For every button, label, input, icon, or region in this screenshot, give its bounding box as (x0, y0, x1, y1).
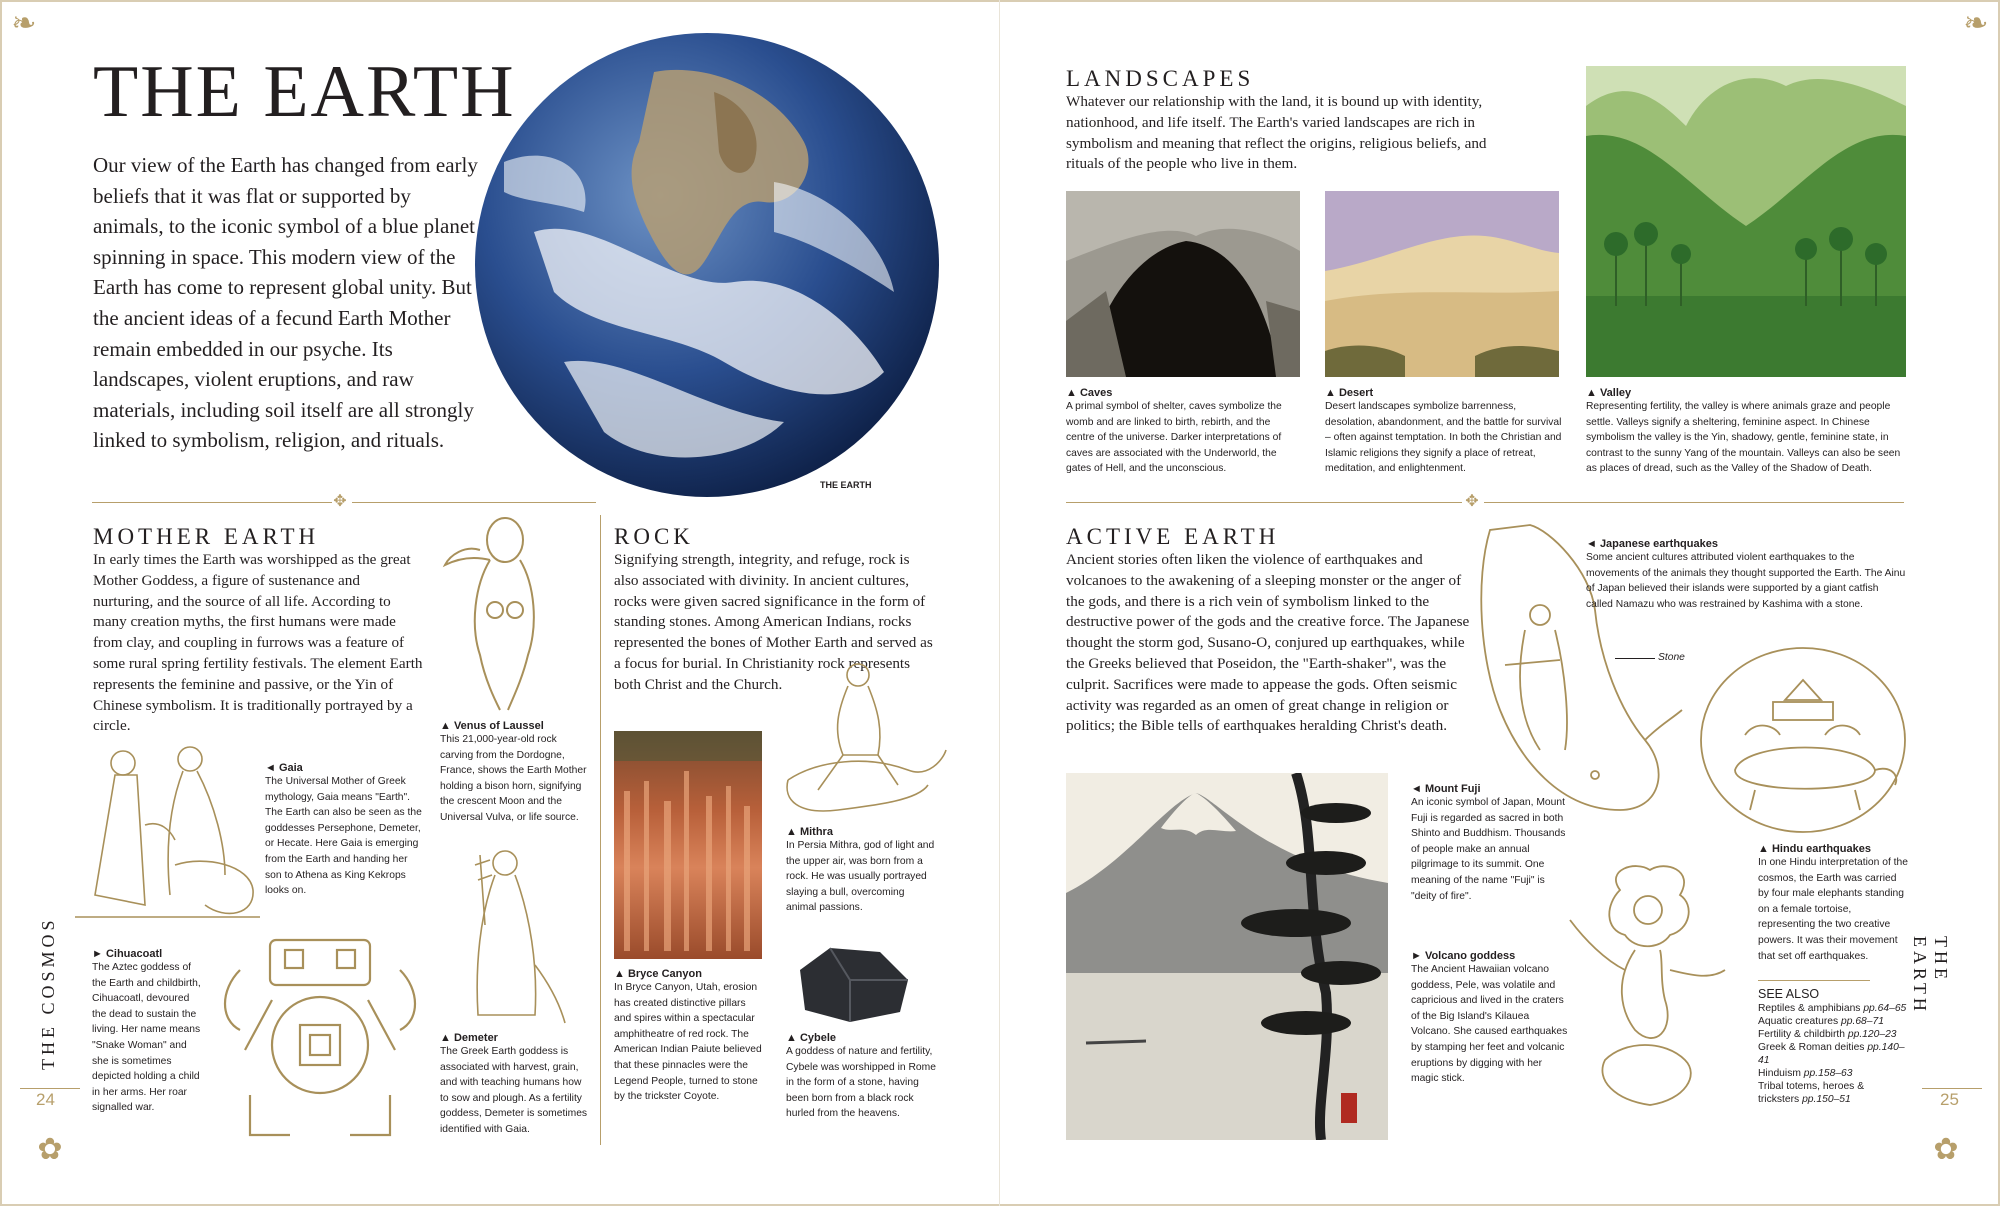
rock-heading: ROCK (614, 524, 694, 549)
caption-title: ▲ Mithra (786, 826, 833, 838)
caption-title: ► Volcano goddess (1411, 950, 1516, 962)
caption-text: A primal symbol of shelter, caves symbolize the womb and are linked to birth, rebirth, and the centre of the universe. Darker interpretations of caves are associated with the Underworld, the gates of Hell, and the unconscious. (1066, 401, 1282, 475)
see-also-item-pages: pp.158–63 (1803, 1068, 1853, 1079)
divider-ornament: ✥ (1465, 493, 1479, 510)
desert-photo (1325, 191, 1559, 377)
see-also-item[interactable] (1758, 1067, 1908, 1080)
see-also-item-name: Fertility & childbirth (1758, 1029, 1845, 1040)
see-also-list (1758, 1002, 1908, 1106)
caption-text: Representing fertility, the valley is where animals graze and people settle. Valleys signify a sheltering, feminine aspect. In Chinese symbolism the valley is the Yin, shadowy, gentle, feminine state, in contrast to the sunny Yang of the mountain. Valleys can also be seen as places of dread, such as the Valley of the Shadow of Death. (1586, 401, 1901, 475)
caption-text: In Bryce Canyon, Utah, erosion has created distinctive pillars and spires within a spectacular amphitheatre of red rock. The American Indian Paiute believed that these pinnacles were the Legend People, turned to stone by the trickster Coyote. (614, 982, 762, 1103)
caption-text: The Greek Earth goddess is associated with harvest, grain, and with teaching humans how to sow and plough. As a fertility goddess, Demeter is sometimes identified with Gaia. (440, 1046, 588, 1135)
corner-ornament: ✿ (37, 1133, 63, 1166)
bryce-caption (614, 968, 764, 1105)
japanese-earthquakes-caption (1586, 538, 1906, 612)
see-also-item-pages: pp.140–41 (1758, 1042, 1905, 1066)
see-also-item-pages: pp.68–71 (1841, 1016, 1884, 1027)
page-title: THE EARTH (93, 51, 516, 133)
see-also-heading: SEE ALSO (1758, 987, 1820, 1001)
caption-title: ◄ Mount Fuji (1411, 783, 1481, 795)
mother-earth-heading: MOTHER EARTH (93, 524, 320, 549)
cybele-caption (786, 1032, 941, 1122)
hindu-earthquakes-caption (1758, 843, 1908, 964)
landscapes-heading: LANDSCAPES (1066, 66, 1255, 91)
venus-of-laussel-sketch (440, 515, 560, 715)
see-also-item-name: Reptiles & amphibians (1758, 1003, 1861, 1014)
stone-label-line (1615, 658, 1655, 659)
caption-text: An iconic symbol of Japan, Mount Fuji is regarded as sacred in both Shinto and Buddhism. Thousands of people make an annual pilgrimage to its summit. One meaning of the name "Fuji" is "deity of fire". (1411, 797, 1566, 902)
hindu-cosmos-tortoise-sketch (1695, 640, 1910, 840)
caption-text: Some ancient cultures attributed violent earthquakes to the movements of the animals they thought supported the Earth. The Ainu of Japan believed their islands were supported by a giant catfish called Namazu who was restrained by Kashima with a stone. (1586, 552, 1906, 610)
mount-fuji-woodblock-print (1066, 773, 1388, 1140)
stone-label: Stone (1658, 652, 1685, 663)
caption-text: The Aztec goddess of the Earth and childbirth, Cihuacoatl, devoured the dead to sustain the living. Her name means "Snake Woman" and she is sometimes depicted holding a child in her arms. Her roar signalled war. (92, 962, 201, 1114)
gaia-sketch (75, 745, 260, 920)
caption-title: ▲ Demeter (440, 1032, 498, 1044)
desert-caption (1325, 387, 1565, 477)
see-also-item[interactable] (1758, 1002, 1908, 1015)
page-number-right: 25 (1940, 1090, 1959, 1109)
see-also-item[interactable] (1758, 1041, 1908, 1067)
caption-text: The Universal Mother of Greek mythology, Gaia means "Earth". The Earth can also be seen as the goddesses Persephone, Demeter, or Hecate. Here Gaia is emerging from the Earth and handing her son to Athena as King Kekrops looks on. (265, 776, 422, 897)
side-tab-right: THE EARTH (1910, 936, 1951, 1015)
caves-caption (1066, 387, 1300, 477)
caption-text: Desert landscapes symbolize barrenness, desolation, abandonment, and the battle for survival – often against temptation. In both the Christian and Islamic religions they signify a place of retreat, meditation, and enlightenment. (1325, 401, 1562, 475)
caption-title: ► Cihuacoatl (92, 948, 163, 960)
corner-ornament: ❧ (1963, 7, 1989, 40)
bryce-canyon-photo (614, 731, 762, 959)
section-divider (1484, 502, 1904, 503)
see-also-item[interactable] (1758, 1080, 1908, 1106)
corner-ornament: ✿ (1933, 1133, 1959, 1166)
rock-body: Signifying strength, integrity, and refuge, rock is also associated with divinity. In ancient cultures, rocks were given sacred significance in the form of standing stones. Among American Indians, rocks represented the bones of Mother Earth and served as a focus for burial. In Christianity rock represents both Christ and the Church. (614, 551, 933, 693)
caption-title: ▲ Cybele (786, 1032, 837, 1044)
section-divider (92, 502, 332, 503)
caption-text: In one Hindu interpretation of the cosmos, the Earth was carried by four male elephants standing on a female tortoise, representing the two creative powers. It was their movement that set off earthquakes. (1758, 857, 1908, 962)
cihuacoatl-caption (92, 948, 202, 1116)
demeter-caption (440, 1032, 592, 1138)
caption-title: ▲ Hindu earthquakes (1758, 843, 1871, 855)
see-also-item-pages: pp.150–51 (1802, 1094, 1851, 1105)
see-also-item-name: Tribal totems, heroes & tricksters (1758, 1081, 1865, 1105)
cybele-black-rock-image (790, 940, 915, 1025)
earth-globe-image (474, 32, 940, 498)
mithra-sketch (778, 660, 948, 820)
caption-title: ▲ Desert (1325, 387, 1374, 399)
caption-title: ▲ Caves (1066, 387, 1113, 399)
mount-fuji-caption (1411, 783, 1571, 904)
caves-photo (1066, 191, 1300, 377)
gaia-caption (265, 762, 425, 899)
caption-text: In Persia Mithra, god of light and the upper air, was born from a rock. He was usually portrayed slaying a bull, overcoming animal passions. (786, 840, 935, 914)
caption-title: ◄ Gaia (265, 762, 303, 774)
caption-title: ▲ Venus of Laussel (440, 720, 544, 732)
section-divider (1066, 502, 1462, 503)
caption-title: ▲ Valley (1586, 387, 1632, 399)
intro-paragraph: Our view of the Earth has changed from early beliefs that it was flat or supported by animals, to the iconic symbol of a blue planet spinning in space. This modern view of the Earth has come to represent global unity. But the ancient ideas of a fecund Earth Mother remain embedded in our psyche. Its landscapes, violent eruptions, and raw materials, including soil itself are all strongly linked to symbolism, religion, and rituals. (93, 153, 478, 453)
divider-ornament: ✥ (333, 493, 347, 510)
see-also-item-name: Aquatic creatures (1758, 1016, 1839, 1027)
mother-earth-body: In early times the Earth was worshipped as the great Mother Goddess, a figure of sustenance and nurturing, and the source of all life. According to many creation myths, the first humans were made from clay, and coupling in furrows was a feature of some rural spring fertility festivals. The element Earth represents the feminine and passive, or the Yin of Chinese symbolism. It is traditionally portrayed by a circle. (93, 551, 423, 735)
section-divider (352, 502, 596, 503)
see-also-rule (1758, 980, 1870, 981)
mithra-caption (786, 826, 936, 916)
globe-caption: THE EARTH (820, 480, 872, 490)
volcano-goddess-caption (1411, 950, 1571, 1087)
see-also-item-pages: pp.64–65 (1863, 1003, 1907, 1014)
caption-title: ◄ Japanese earthquakes (1586, 538, 1718, 550)
venus-caption (440, 720, 590, 826)
active-earth-heading: ACTIVE EARTH (1066, 524, 1280, 549)
caption-text: The Ancient Hawaiian volcano goddess, Pele, was volatile and capricious and lived in the craters of the Big Island's Kilauea Volcano. She caused earthquakes by stamping her feet and volcanic eruptions by digging with her magic stick. (1411, 964, 1568, 1085)
corner-ornament: ❧ (11, 7, 37, 40)
page-gutter (999, 0, 1000, 1206)
valley-painting (1586, 66, 1906, 377)
side-tab-left: THE COSMOS (38, 916, 58, 1070)
active-earth-body: Ancient stories often liken the violence of earthquakes and volcanoes to the awakening of a sleeping monster or the anger of the gods, and there is a rich vein of symbolism linked to the destructive power of the gods and the creative force. The Japanese thought the storm god, Susano-O, conjured up earthquakes, while the Greeks believed that Poseidon, the "Earth-shaker", was the culprit. Sacrifices were made to appease the gods. Often seismic activity was regarded as an omen of great change in religion or politics; the Bible tells of earthquakes heralding Christ's death. (1066, 551, 1470, 735)
cihuacoatl-sketch (210, 930, 430, 1140)
folio-rule (20, 1088, 80, 1089)
caption-text: A goddess of nature and fertility, Cybele was worshipped in Rome in the form of a stone, having been born from a black rock hurled from the heavens. (786, 1046, 936, 1120)
see-also-item[interactable] (1758, 1028, 1908, 1041)
pele-volcano-goddess-sketch (1565, 860, 1730, 1110)
page-number-left: 24 (36, 1090, 55, 1109)
valley-caption (1586, 387, 1906, 477)
column-divider (600, 515, 601, 1145)
see-also-box (1758, 986, 1908, 1106)
folio-rule (1922, 1088, 1982, 1089)
caption-text: This 21,000-year-old rock carving from the Dordogne, France, shows the Earth Mother holding a bison horn, signifying the crescent Moon and the Universal Vulva, or life source. (440, 734, 587, 823)
demeter-sketch (440, 845, 570, 1025)
see-also-item-name: Greek & Roman deities (1758, 1042, 1865, 1053)
see-also-item-name: Hinduism (1758, 1068, 1801, 1079)
see-also-item-pages: pp.120–23 (1847, 1029, 1897, 1040)
landscapes-body: Whatever our relationship with the land, it is bound up with identity, nationhood, and life itself. The Earth's varied landscapes are rich in symbolism and meaning that reflect the origins, religious beliefs, and rituals of the people who live in them. (1066, 93, 1487, 173)
see-also-item[interactable] (1758, 1015, 1908, 1028)
caption-title: ▲ Bryce Canyon (614, 968, 702, 980)
